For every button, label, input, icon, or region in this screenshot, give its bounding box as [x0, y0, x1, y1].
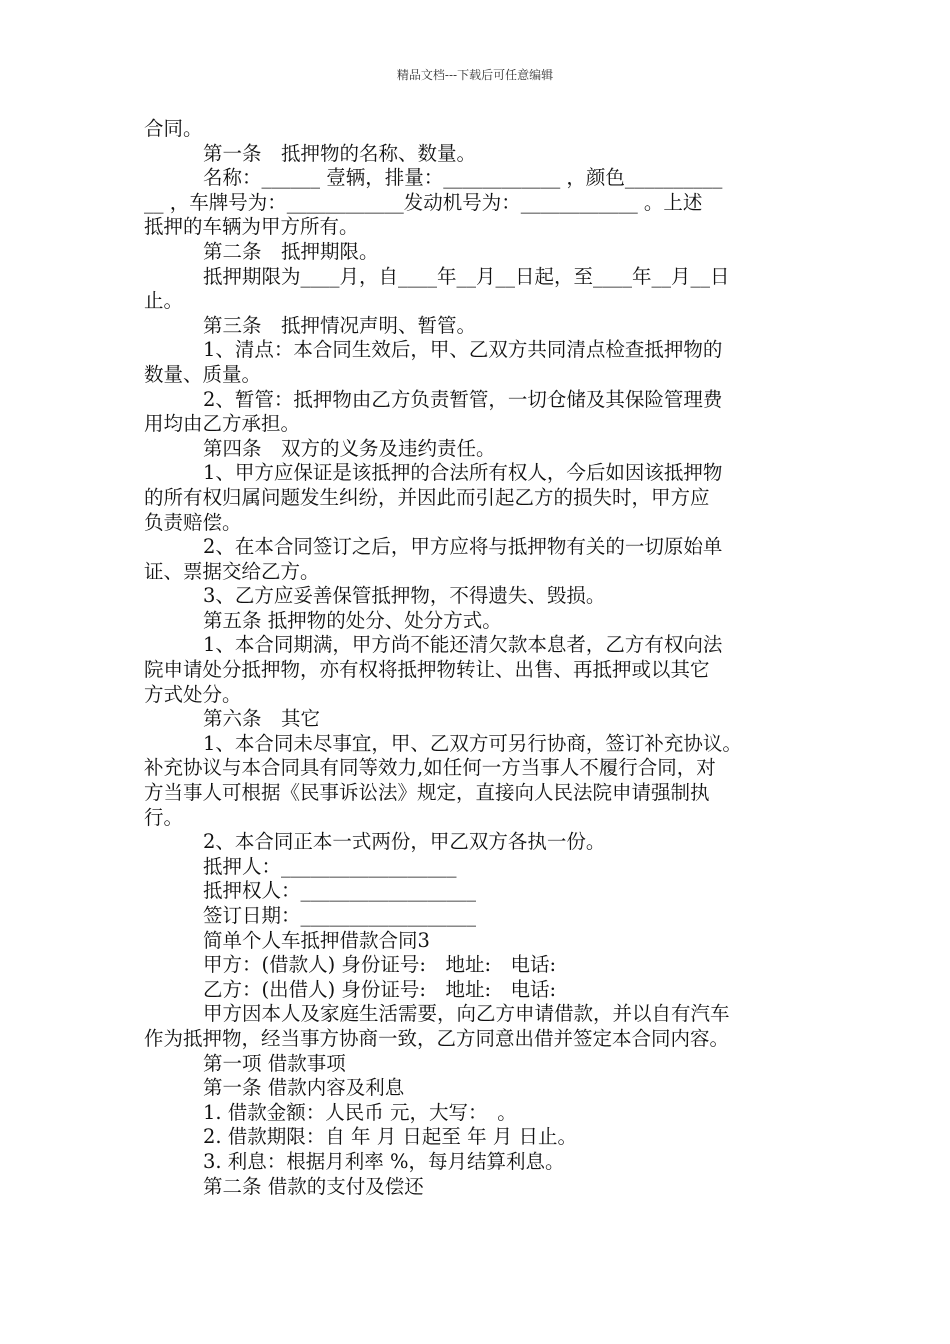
document-line: 第一条 借款内容及利息 [203, 1076, 405, 1100]
document-line: 1. 借款金额：人民币 元，大写： 。 [203, 1100, 517, 1124]
document-line: 抵押的车辆为甲方所有。 [144, 215, 359, 239]
document-line: 的所有权归属问题发生纠纷，并因此而引起乙方的损失时，甲方应 [144, 485, 710, 509]
page-header: 精品文档---下载后可任意编辑 [396, 68, 554, 82]
document-line: __ ，车牌号为：____________发动机号为：____________ 。上述 [144, 190, 703, 214]
document-line: 3、乙方应妥善保管抵押物，不得遗失、毁损。 [203, 584, 606, 608]
document-line: 负责赔偿。 [144, 510, 242, 534]
document-line: 抵押权人：__________________ [203, 879, 477, 903]
document-line: 抵押人：__________________ [203, 854, 457, 878]
document-line: 院申请处分抵押物，亦有权将抵押物转让、出售、再抵押或以其它 [144, 658, 710, 682]
document-line: 2. 借款期限：自 年 月 日起至 年 月 日止。 [203, 1125, 577, 1149]
document-line: 第三条 抵押情况声明、暂管。 [203, 313, 477, 337]
document-line: 用均由乙方承担。 [144, 412, 301, 436]
document-line: 2、本合同正本一式两份，甲乙双方各执一份。 [203, 830, 606, 854]
document-line: 简单个人车抵押借款合同3 [203, 928, 430, 952]
document-line: 名称：______ 壹辆，排量：____________ ，颜色__________ [203, 166, 723, 190]
document-line: 1、甲方应保证是该抵押的合法所有权人，今后如因该抵押物 [203, 461, 723, 485]
document-line: 1、本合同期满，甲方尚不能还清欠款本息者，乙方有权向法 [203, 633, 723, 657]
document-line: 1、本合同未尽事宜，甲、乙双方可另行协商，签订补充协议。 [203, 731, 742, 755]
document-line: 合同。 [144, 117, 203, 140]
document-line: 第一项 借款事项 [203, 1051, 346, 1075]
document-line: 第一条 抵押物的名称、数量。 [203, 141, 477, 165]
document-line: 补充协议与本合同具有同等效力,如任何一方当事人不履行合同，对 [144, 756, 716, 780]
document-line: 止。 [144, 289, 184, 313]
document-line: 作为抵押物，经当事方协商一致，乙方同意出借并签定本合同内容。 [144, 1026, 730, 1050]
document-line: 1、清点：本合同生效后，甲、乙双方共同清点检查抵押物的 [203, 338, 723, 362]
document-line: 方当事人可根据《民事诉讼法》规定，直接向人民法院申请强制执 [144, 781, 710, 805]
document-line: 签订日期：__________________ [203, 904, 477, 927]
document-line: 数量、质量。 [144, 362, 262, 386]
document-line: 第四条 双方的义务及违约责任。 [203, 436, 496, 460]
document-body [144, 117, 814, 1199]
document-line: 2、暂管：抵押物由乙方负责暂管，一切仓储及其保险管理费 [203, 387, 723, 411]
document-line: 3. 利息：根据月利率 %，每月结算利息。 [203, 1149, 565, 1173]
document-line: 乙方：(出借人) 身份证号: 地址: 电话: [203, 977, 557, 1001]
document-line: 第六条 其它 [203, 707, 321, 731]
document-line: 证、票据交给乙方。 [144, 559, 320, 583]
document-line: 方式处分。 [144, 682, 242, 706]
document-line: 第五条 抵押物的处分、处分方式。 [203, 608, 502, 632]
document-line: 第二条 借款的支付及偿还 [203, 1174, 424, 1198]
document-line: 2、在本合同签订之后，甲方应将与抵押物有关的一切原始单 [203, 535, 723, 559]
document-line: 行。 [144, 805, 184, 829]
document-line: 甲方因本人及家庭生活需要，向乙方申请借款，并以自有汽车 [203, 1002, 730, 1026]
document-line: 第二条 抵押期限。 [203, 239, 379, 263]
document-line: 抵押期限为____月，自____年__月__日起，至____年__月__日 [203, 264, 730, 288]
document-line: 甲方：(借款人) 身份证号: 地址: 电话: [203, 953, 557, 977]
